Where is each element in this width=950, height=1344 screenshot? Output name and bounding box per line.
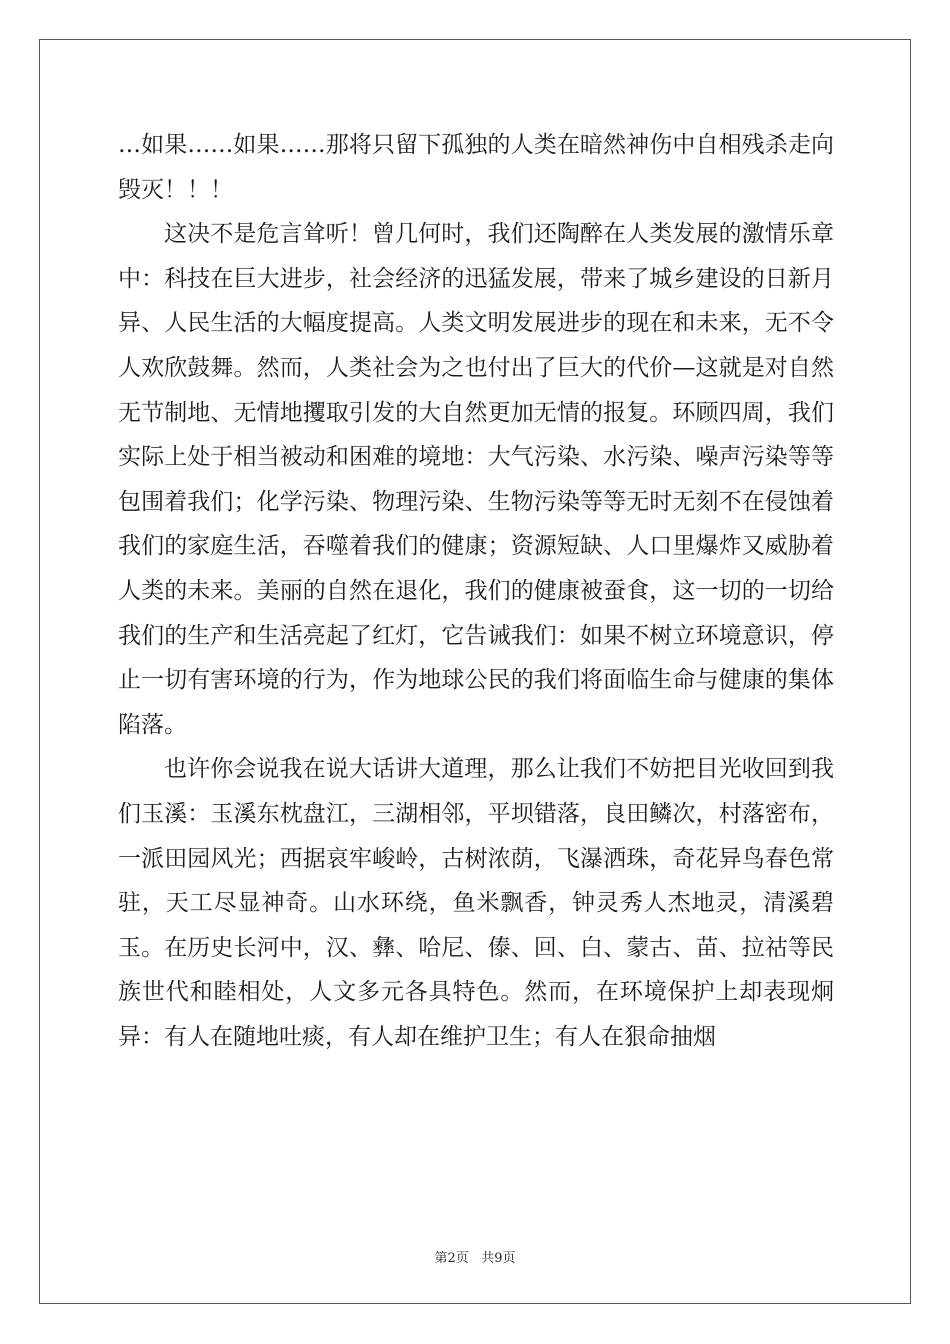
- paragraph-2: 这决不是危言耸听！曾几何时，我们还陶醉在人类发展的激情乐章中：科技在巨大进步，社会经济的迅猛发展，带来了城乡建设的日新月异、人民生活的大幅度提高。人类文明发展进步的现在和未来，无不令人欢欣鼓舞。然而，人类社会为之也付出了巨大的代价—这就是对自然无节制地、无情地攫取引发的大自然更加无情的报复。环顾四周，我们实际上处于相当被动和困难的境地：大气污染、水污染、噪声污染等等包围着我们；化学污染、物理污染、生物污染等等无时无刻不在侵蚀着我们的家庭生活，吞噬着我们的健康；资源短缺、人口里爆炸又威胁着人类的未来。美丽的自然在退化，我们的健康被蚕食，这一切的一切给我们的生产和生活亮起了红灯，它告诫我们：如果不树立环境意识，停止一切有害环境的行为，作为地球公民的我们将面临生命与健康的集体陷落。: [118, 221, 834, 738]
- page-total: 共9页: [481, 1251, 516, 1266]
- paragraph-1: …如果……如果……那将只留下孤独的人类在暗然神伤中自相残杀走向毁灭！！！: [118, 132, 834, 203]
- page-footer: [0, 1247, 950, 1266]
- page-number: 第2页: [434, 1251, 469, 1266]
- document-body: [118, 123, 834, 1059]
- paragraph-3: 也许你会说我在说大话讲大道理，那么让我们不妨把目光收回到我们玉溪：玉溪东枕盘江，三湖相邻，平坝错落，良田鳞次，村落密布，一派田园风光；西据哀牢峻岭，古树浓荫，飞瀑洒珠，奇花异鸟春色常驻，天工尽显神奇。山水环绕，鱼米飘香，钟灵秀人杰地灵，清溪碧玉。在历史长河中，汉、彝、哈尼、傣、回、白、蒙古、苗、拉祜等民族世代和睦相处，人文多元各具特色。然而，在环境保护上却表现炯异：有人在随地吐痰，有人却在维护卫生；有人在狠命抽烟: [118, 756, 834, 1050]
